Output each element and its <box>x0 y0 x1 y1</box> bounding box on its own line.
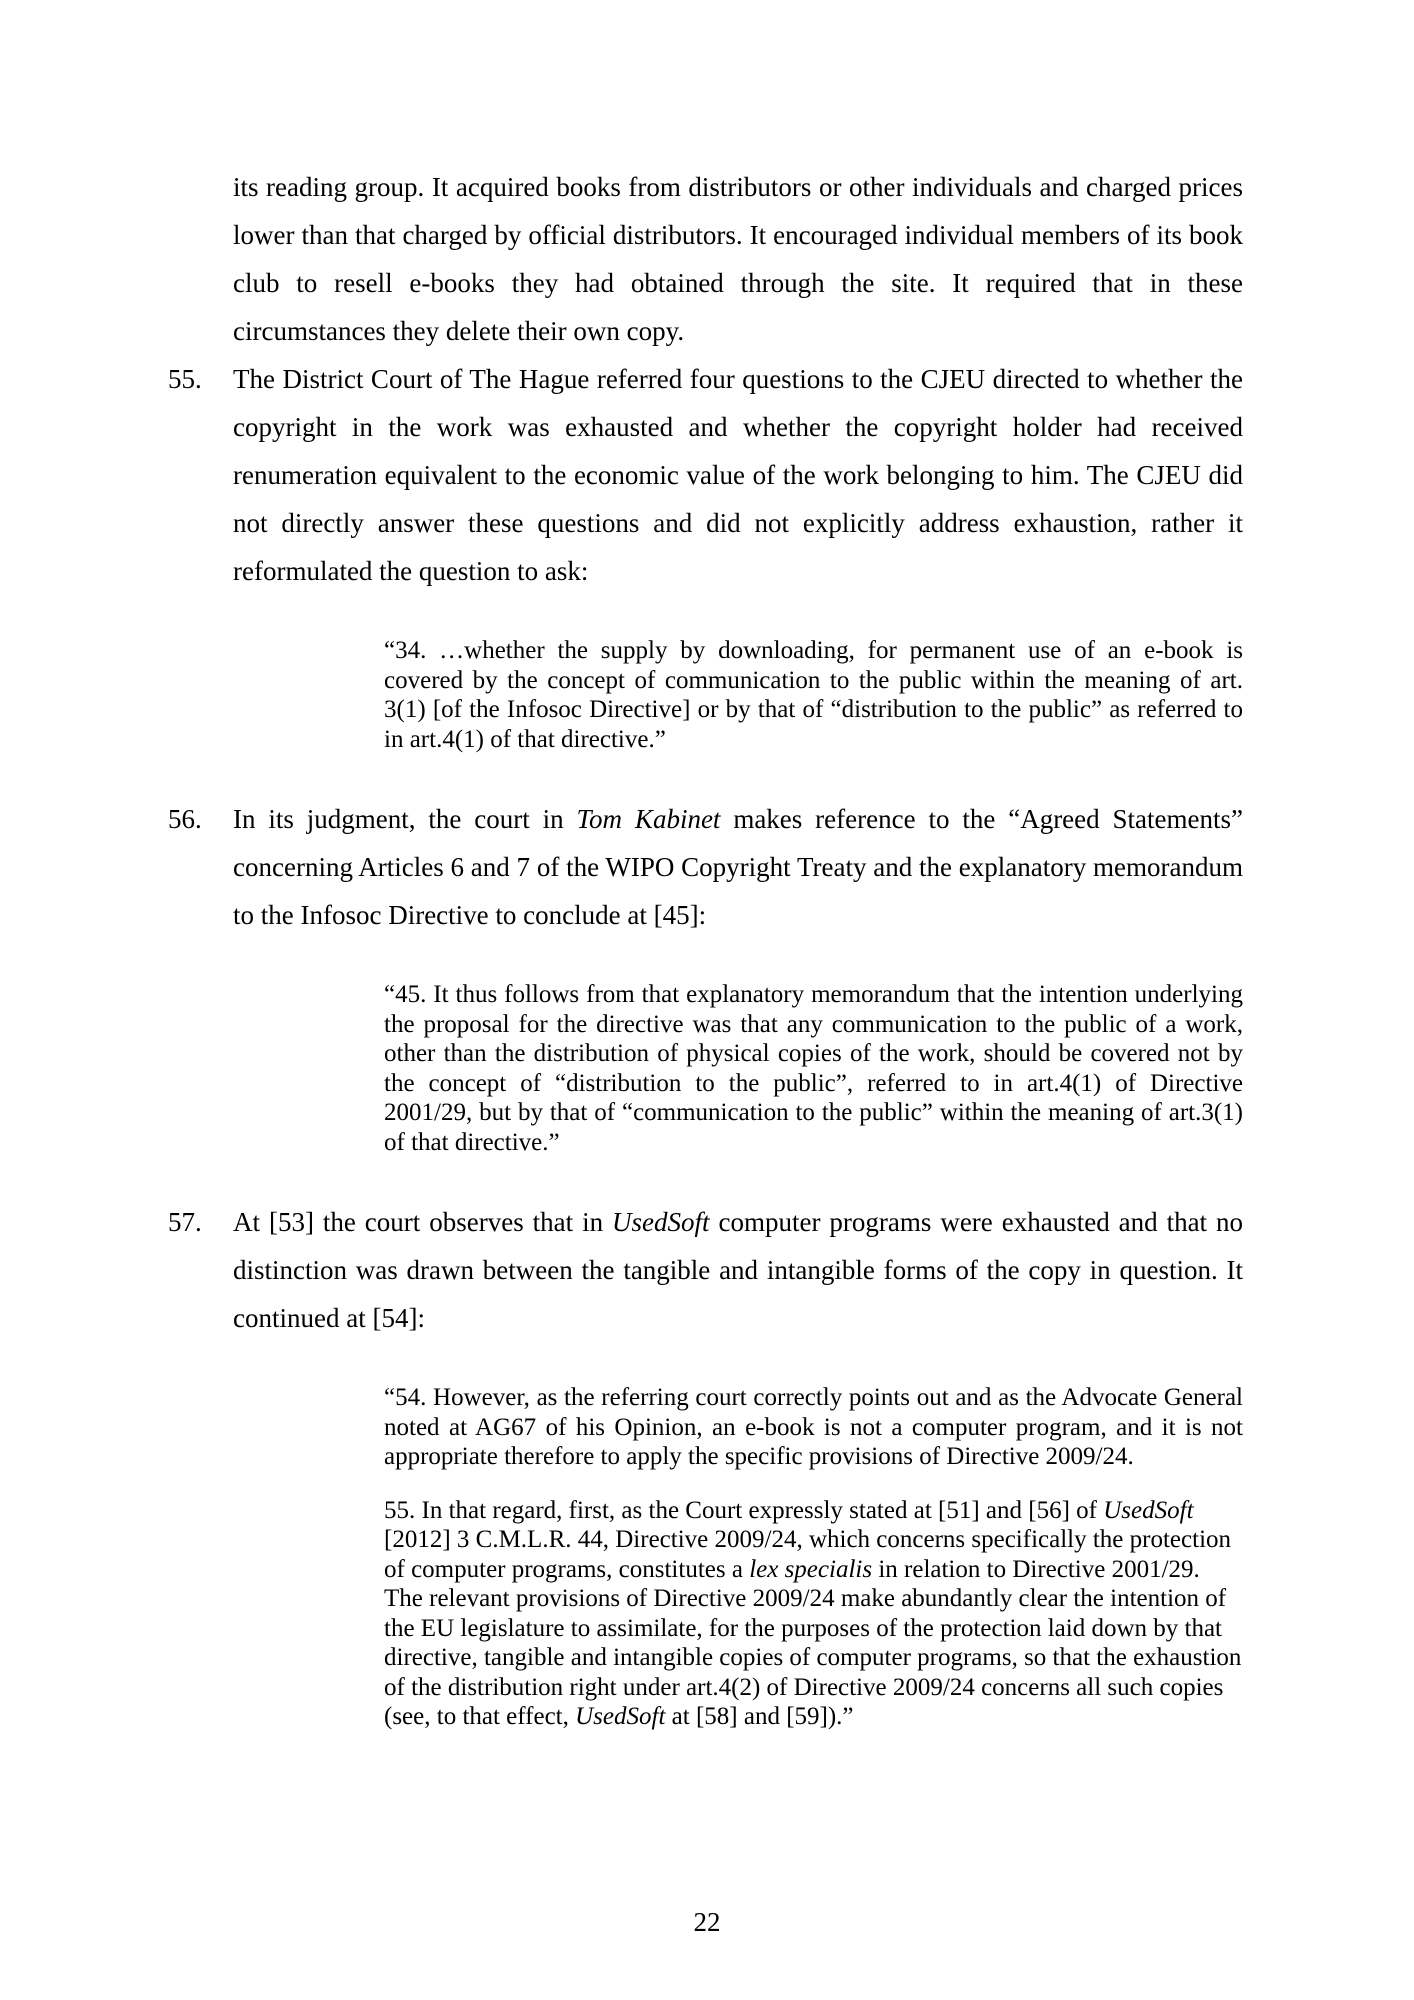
quote-block-54-55 <box>384 1383 1243 1732</box>
paragraph-56 <box>168 795 1243 939</box>
quote-text: “45. It thus follows from that explanatory memorandum that the intention underlying the proposal for the directive was that any communication to the public of a work, other than the distribution of physical copies of the work, should be covered not by the concept of “distribution to the public”, referred to in art.4(1) of Directive 2001/29, but by that of “communication to the public” within the meaning of art.3(1) of that directive.” <box>384 981 1243 1156</box>
paragraph-text: its reading group. It acquired books from distributors or other individuals and charged prices lower than that charged by official distributors. It encouraged individual members of its book club to resell e-books they had obtained through the site. It required that in these circumstances they delete their own copy. <box>233 172 1243 346</box>
quote-text: “34. …whether the supply by downloading, for permanent use of an e-book is covered by the concept of communication to the public within the meaning of art. 3(1) [of the Infosoc Directive] or by that of “distribution to the public” as referred to in art.4(1) of that directive.” <box>384 637 1243 753</box>
paragraph-number: 56. <box>168 804 202 834</box>
paragraph-57 <box>168 1198 1243 1342</box>
quote-text: 55. In that regard, first, as the Court expressly stated at [51] and [56] of UsedSoft [2012] 3 C.M.L.R. 44, Directive 2009/24, which concerns specifically the protection of computer programs, constitutes a lex specialis in relation to Directive 2001/29. The relevant provisions of Directive 2009/24 make abundantly clear the intention of the EU legislature to assimilate, for the purposes of the protection laid down by that directive, tangible and intangible copies of computer programs, so that the exhaustion of the distribution right under art.4(2) of Directive 2009/24 concerns all such copies (see, to that effect, UsedSoft at [58] and [59]).” <box>384 1496 1242 1730</box>
paragraph-number: 55. <box>168 364 202 394</box>
paragraph-text: At [53] the court observes that in UsedSoft computer programs were exhausted and that no distinction was drawn between the tangible and intangible forms of the copy in question. It continued at [54]: <box>233 1207 1244 1333</box>
paragraph-55 <box>168 355 1243 595</box>
paragraph-text: The District Court of The Hague referred four questions to the CJEU directed to whether the copyright in the work was exhausted and whether the copyright holder had received renumeration equivalent to the economic value of the work belonging to him. The CJEU did not directly answer these questions and did not explicitly address exhaustion, rather it reformulated the question to ask: <box>233 364 1243 586</box>
quote-block-45 <box>384 980 1243 1157</box>
paragraph-continuation <box>168 163 1243 355</box>
paragraph-number: 57. <box>168 1207 202 1237</box>
quote-text: “54. However, as the referring court correctly points out and as the Advocate General noted at AG67 of his Opinion, an e-book is not a computer program, and it is not appropriate therefore to apply the specific provisions of Directive 2009/24. <box>384 1384 1243 1470</box>
paragraph-text: In its judgment, the court in Tom Kabinet makes reference to the “Agreed Statements” concerning Articles 6 and 7 of the WIPO Copyright Treaty and the explanatory memorandum to the Infosoc Directive to conclude at [45]: <box>233 804 1244 930</box>
quote-block-34 <box>384 636 1243 754</box>
document-content <box>168 163 1243 1773</box>
page-footer <box>0 1906 1414 1938</box>
page-number: 22 <box>693 1907 721 1937</box>
